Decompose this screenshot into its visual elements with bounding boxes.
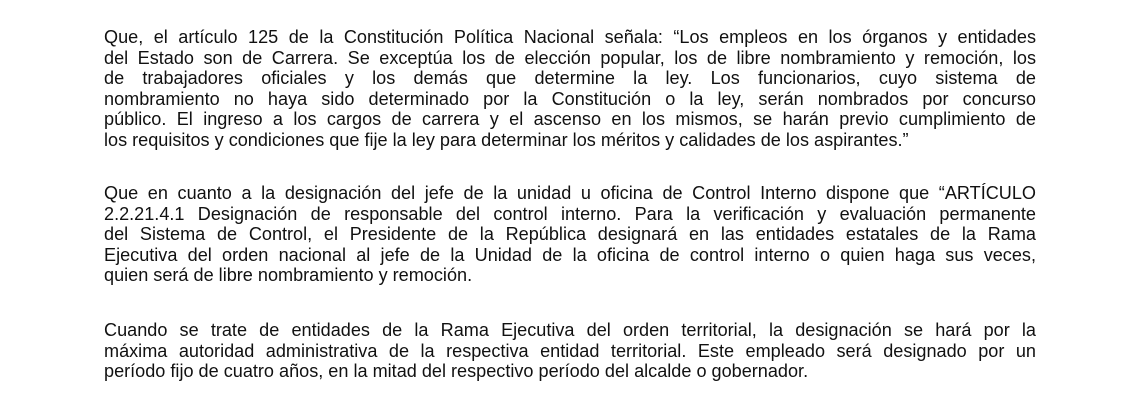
text-line: los requisitos y condiciones que fije la ley para determinar los méritos y calidades de los aspirantes.” <box>104 129 909 150</box>
text-line: Que, el artículo 125 de la Constitución Política Nacional señala: “Los empleos en los órganos y entidades <box>104 27 1036 47</box>
text-line: Ejecutiva del orden nacional al jefe de la Unidad de la oficina de control interno o quien haga sus veces, <box>104 244 1036 265</box>
text-line: del Estado son de Carrera. Se exceptúa los de elección popular, los de libre nombramiento y remoción, los <box>104 47 1036 68</box>
text-line: 2.2.21.4.1 Designación de responsable del control interno. Para la verificación y evaluación permanente <box>104 203 1036 224</box>
paragraph-control-interno <box>104 183 1036 286</box>
text-line: del Sistema de Control, el Presidente de la República designará en las entidades estatales de la Rama <box>104 224 1036 245</box>
text-line: público. El ingreso a los cargos de carrera y el ascenso en los mismos, se harán previo cumplimiento de <box>104 109 1036 130</box>
text-line: de trabajadores oficiales y los demás que determine la ley. Los funcionarios, cuyo sistema de <box>104 68 1036 89</box>
paragraph-article-125 <box>104 27 1036 151</box>
text-line: Cuando se trate de entidades de la Rama Ejecutiva del orden territorial, la designación se hará por la <box>104 320 1036 340</box>
text-line: nombramiento no haya sido determinado por la Constitución o la ley, serán nombrados por concurso <box>104 88 1036 109</box>
text-line: período fijo de cuatro años, en la mitad del respectivo período del alcalde o gobernador. <box>104 361 809 382</box>
text-line: Que en cuanto a la designación del jefe de la unidad u oficina de Control Interno dispone que “ARTÍCULO <box>104 183 1036 203</box>
text-line: quien será de libre nombramiento y remoción. <box>104 265 473 286</box>
text-line: máxima autoridad administrativa de la respectiva entidad territorial. Este empleado será designado por un <box>104 340 1036 361</box>
paragraph-orden-territorial <box>104 320 1036 382</box>
